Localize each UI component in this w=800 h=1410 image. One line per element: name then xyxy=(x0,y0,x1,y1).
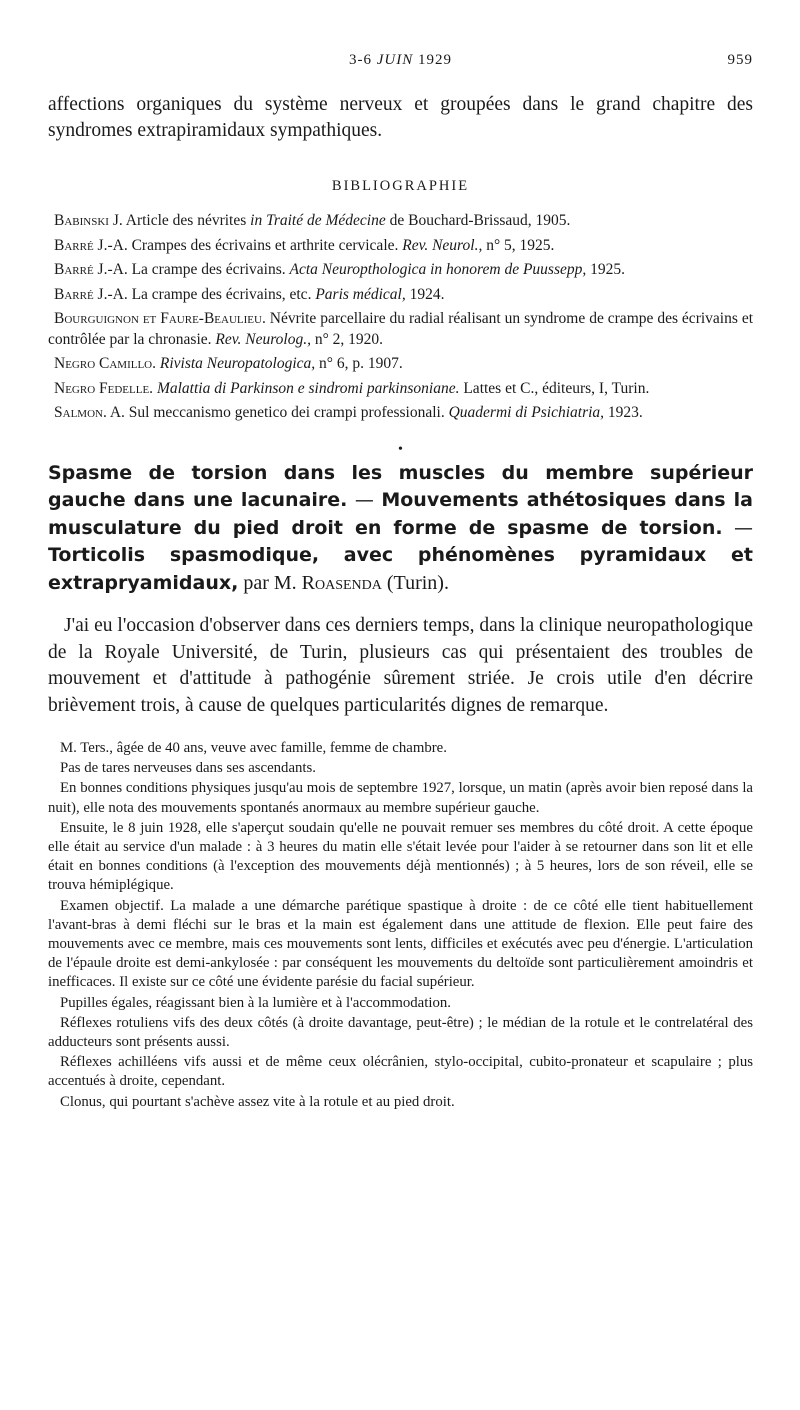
bib-text: La crampe des écrivains, etc. xyxy=(127,285,316,303)
article-title xyxy=(48,460,753,598)
case-paragraph: M. Ters., âgée de 40 ans, veuve avec famille, femme de chambre. xyxy=(60,740,447,756)
case-paragraph: En bonnes conditions physiques jusqu'au mois de septembre 1927, lorsque, un matin (après avoir bien reposé dans la nuit), elle nota des mouvements spontanés anormaux au membre supérieur gauche. xyxy=(48,780,753,816)
bib-source: in Traité de Médecine xyxy=(250,212,386,229)
bib-author: Barré J.-A. xyxy=(54,236,128,254)
bibliography-entry xyxy=(48,379,753,400)
case-paragraph: Réflexes rotuliens vifs des deux côtés (à droite davantage, peut-être) ; le médian de la rotule et le contrelatéral des adducteurs sont présents aussi. xyxy=(48,1014,753,1051)
article-title-part1: Spasme de torsion dans les muscles du membre supérieur gauche dans une lacunaire. xyxy=(48,461,753,511)
bib-details: 1924. xyxy=(405,285,445,303)
header-date-year: 1929 xyxy=(418,52,452,68)
bibliography-list xyxy=(48,211,753,424)
bib-author: Salmon. A. xyxy=(54,404,125,421)
bib-author: Negro Fedelle. xyxy=(54,379,154,397)
bib-author: Barré J.-A. xyxy=(54,261,128,278)
bibliography-entry xyxy=(48,236,753,257)
article-byline xyxy=(238,572,449,594)
bibliography-entry xyxy=(48,403,753,424)
bib-details: de Bouchard-Brissaud, 1905. xyxy=(385,212,571,229)
page-number: 959 xyxy=(727,52,753,68)
bib-details: 1923. xyxy=(604,404,643,421)
bib-text: Article des névrites xyxy=(122,212,251,229)
bib-details: n° 6, p. 1907. xyxy=(315,355,403,372)
bib-details: n° 2, 1920. xyxy=(310,330,384,348)
bibliography-entry xyxy=(48,260,753,281)
bib-text: La crampe des écrivains. xyxy=(127,261,290,278)
bib-author: Babinski J. xyxy=(54,212,123,229)
bib-source: Rivista Neuropatologica, xyxy=(159,355,316,372)
bibliography-entry xyxy=(48,211,753,232)
article-title-part2: Mouvements athétosiques dans la musculature du pied droit en forme de spasme de torsion. xyxy=(48,489,753,539)
header-date-day: 3-6 xyxy=(349,52,372,68)
bib-text: Névrite parcellaire du radial réalisant un syndrome de crampe des écrivains et contrôlée par la chronasie. xyxy=(48,310,754,348)
bib-details: 1925. xyxy=(586,261,626,278)
bibliography-entry xyxy=(48,354,753,375)
byline-author: Roasenda xyxy=(301,571,382,594)
bibliography-entry xyxy=(48,285,753,306)
article-title-part3: Torticolis spasmodique, avec phénomènes pyramidaux et extrapryamidaux, xyxy=(48,544,753,594)
bib-author: Bourguignon et Faure-Beaulieu. xyxy=(54,310,266,327)
case-paragraph: Clonus, qui pourtant s'achève assez vite à la rotule et au pied droit. xyxy=(60,1093,455,1110)
journal-page xyxy=(48,52,753,1113)
byline-location: (Turin). xyxy=(381,571,449,594)
bib-source: Acta Neuropthologica in honorem de Puussepp, xyxy=(289,261,587,278)
bibliography-entry xyxy=(48,309,753,350)
bib-source: Rev. Neurolog., xyxy=(215,330,311,348)
case-paragraph: Réflexes achilléens vifs aussi et de même ceux olécrânien, stylo-occipital, cubito-pronateur et scapulaire ; plus accentués à droite, cependant. xyxy=(48,1054,753,1090)
bib-author: Barré J.-A. xyxy=(54,285,128,303)
case-paragraph: Pupilles égales, réagissant bien à la lumière et à l'accommodation. xyxy=(60,994,451,1011)
intro-paragraph: affections organiques du système nerveux et groupées dans le grand chapitre des syndromes extrapiramidaux sympathiques. xyxy=(48,94,753,141)
bib-details: n° 5, 1925. xyxy=(482,236,555,254)
bib-source: Rev. Neurol., xyxy=(402,236,483,254)
separator-mark: • xyxy=(398,441,403,457)
running-header xyxy=(48,52,753,76)
header-date-month: JUIN xyxy=(376,52,414,68)
bib-source: Paris médical, xyxy=(315,285,406,303)
bib-text: Sul meccanismo genetico dei crampi professionali. xyxy=(124,404,449,421)
title-dash: — xyxy=(722,516,754,539)
bib-author: Negro Camillo. xyxy=(54,355,156,372)
bib-text: Crampes des écrivains et arthrite cervicale. xyxy=(127,236,403,254)
bibliography-heading: BIBLIOGRAPHIE xyxy=(331,178,470,194)
title-dash: — xyxy=(347,489,382,511)
case-paragraph: Ensuite, le 8 juin 1928, elle s'aperçut soudain qu'elle ne pouvait remuer ses membres du côté droit. A cette époque elle était au service d'un malade : à 3 heures du matin elle s'était levée pour l'aider à se retourner dans son lit et elle était en bonnes conditions (à l'exception des mouvements déjà mentionnés) ; à 5 heures, lors de son réveil, elle se trouva hémiplégique. xyxy=(48,819,753,894)
lead-paragraph: J'ai eu l'occasion d'observer dans ces derniers temps, dans la clinique neuropathologique de la Royale Université, de Turin, plusieurs cas qui présentaient des troubles de mouvement et d'attitude à pathogénie sûrement striée. Je crois utile d'en décrire brièvement trois, à cause de quelques particularités dignes de remarque. xyxy=(48,615,753,716)
case-paragraph: Examen objectif. La malade a une démarche parétique spastique à droite : de ce côté elle tient habituellement l'avant-bras à demi fléchi sur le bras et la main est également dans une attitude de flexion. Elle peut faire des mouvements avec ce membre, mais ces mouvements sont lents, difficiles et exécutés avec peu d'énergie. L'articulation de l'épaule droite est demi-ankylosée : par conséquent les mouvements du deltoïde sont particulièrement amoindris et inefficaces. Il existe sur ce côté une évidente parésie du facial supérieur. xyxy=(48,897,753,991)
bib-source: Quadermi di Psichiatria, xyxy=(448,404,605,421)
case-report xyxy=(48,739,753,1112)
bib-details: Lattes et C., éditeurs, I, Turin. xyxy=(459,379,650,397)
case-paragraph: Pas de tares nerveuses dans ses ascendants. xyxy=(60,760,316,777)
bib-source: Malattia di Parkinson e sindromi parkinsoniane. xyxy=(156,379,460,397)
header-date xyxy=(48,52,753,69)
byline-prefix: par M. xyxy=(238,571,302,594)
